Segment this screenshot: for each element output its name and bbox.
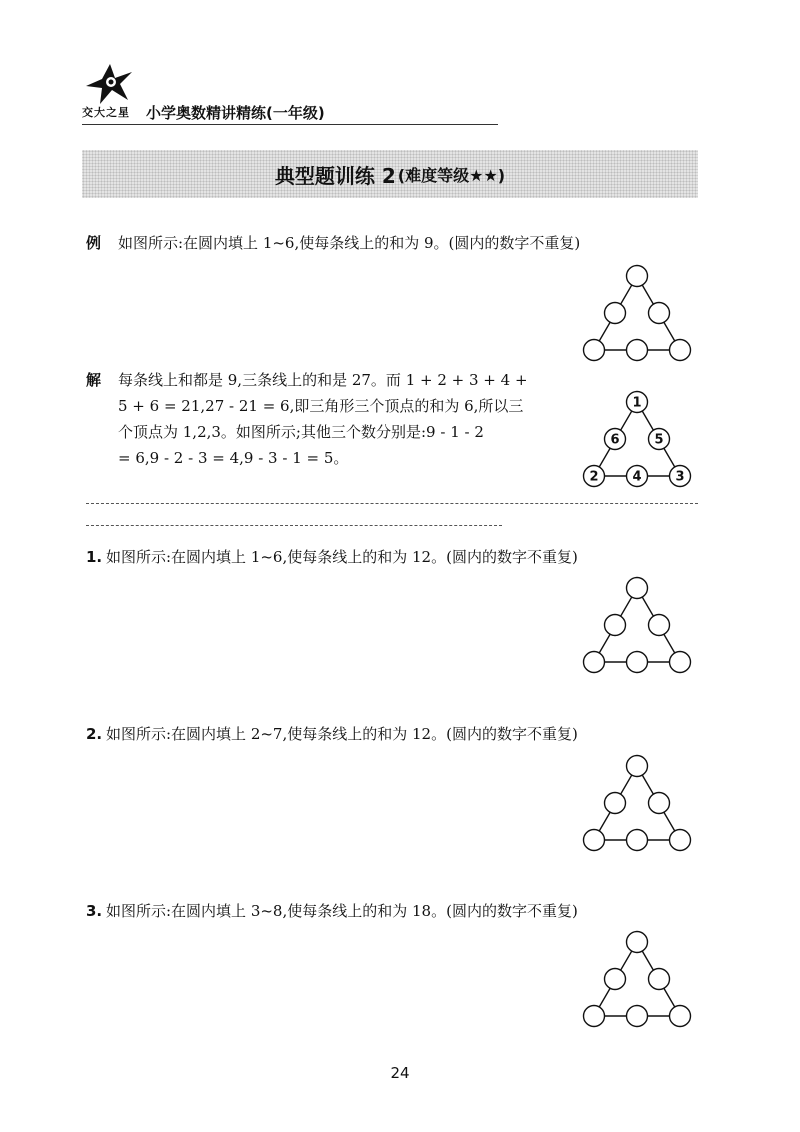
problem-1-text: 如图所示:在圆内填上 1~6,使每条线上的和为 12。(圆内的数字不重复)	[106, 548, 578, 566]
value-top: 1	[632, 395, 642, 411]
problem-1-triangle-figure	[578, 574, 696, 678]
problem-1-number: 1.	[86, 548, 103, 566]
section-difficulty: (难度等级★★)	[397, 165, 506, 185]
problem-3-text: 如图所示:在圆内填上 3~8,使每条线上的和为 18。(圆内的数字不重复)	[106, 902, 578, 920]
answer-circle[interactable]	[670, 652, 691, 673]
problem-2-number: 2.	[86, 725, 103, 743]
answer-circle[interactable]	[649, 615, 670, 636]
answer-circle[interactable]	[627, 756, 648, 777]
answer-circle[interactable]	[627, 830, 648, 851]
answer-circle[interactable]	[627, 652, 648, 673]
circle-top	[627, 266, 648, 287]
answer-circle[interactable]	[649, 969, 670, 990]
example-triangle-figure	[578, 262, 696, 366]
answer-circle[interactable]	[605, 793, 626, 814]
book-title: 小学奥数精讲精练(一年级)	[146, 104, 325, 122]
solution-triangle-figure	[578, 388, 696, 492]
value-left-middle: 6	[610, 432, 620, 448]
section-title: 典型题训练 2	[274, 163, 396, 188]
solution-line-2: 5 + 6 = 21,27 - 21 = 6,即三角形三个顶点的和为 6,所以三	[118, 397, 524, 415]
value-right-middle: 5	[654, 432, 664, 448]
problem-2-triangle-figure	[578, 752, 696, 856]
answer-circle[interactable]	[649, 793, 670, 814]
circle-bottom-right	[670, 340, 691, 361]
dashed-separator	[86, 503, 698, 504]
example-text: 如图所示:在圆内填上 1~6,使每条线上的和为 9。(圆内的数字不重复)	[118, 234, 581, 252]
answer-circle[interactable]	[605, 969, 626, 990]
answer-circle[interactable]	[627, 932, 648, 953]
circle-left-middle	[605, 303, 626, 324]
answer-circle[interactable]	[605, 615, 626, 636]
circle-right-middle	[649, 303, 670, 324]
solution-line-1: 每条线上和都是 9,三条线上的和是 27。而 1 + 2 + 3 + 4 +	[118, 371, 528, 389]
solution-line-4: = 6,9 - 2 - 3 = 4,9 - 3 - 1 = 5。	[118, 449, 349, 467]
answer-circle[interactable]	[584, 652, 605, 673]
answer-circle[interactable]	[670, 1006, 691, 1027]
problem-3-triangle-figure	[578, 928, 696, 1032]
answer-circle[interactable]	[627, 578, 648, 599]
dashed-separator	[86, 525, 502, 526]
page-number: 24	[390, 1064, 410, 1082]
problem-2-text: 如图所示:在圆内填上 2~7,使每条线上的和为 12。(圆内的数字不重复)	[106, 725, 578, 743]
answer-circle[interactable]	[584, 830, 605, 851]
problem-3-number: 3.	[86, 902, 103, 920]
answer-circle[interactable]	[670, 830, 691, 851]
answer-circle[interactable]	[584, 1006, 605, 1027]
value-bottom-left: 2	[589, 469, 599, 485]
circle-bottom-left	[584, 340, 605, 361]
circle-bottom-middle	[627, 340, 648, 361]
solution-label: 解	[86, 371, 102, 389]
section-banner	[82, 150, 698, 198]
logo-text: 交大之星	[82, 106, 130, 119]
answer-circle[interactable]	[627, 1006, 648, 1027]
solution-line-3: 个顶点为 1,2,3。如图所示;其他三个数分别是:9 - 1 - 2	[118, 423, 484, 441]
example-label: 例	[86, 234, 102, 252]
header-divider	[82, 124, 498, 125]
value-bottom-middle: 4	[632, 469, 642, 485]
value-bottom-right: 3	[675, 469, 685, 485]
